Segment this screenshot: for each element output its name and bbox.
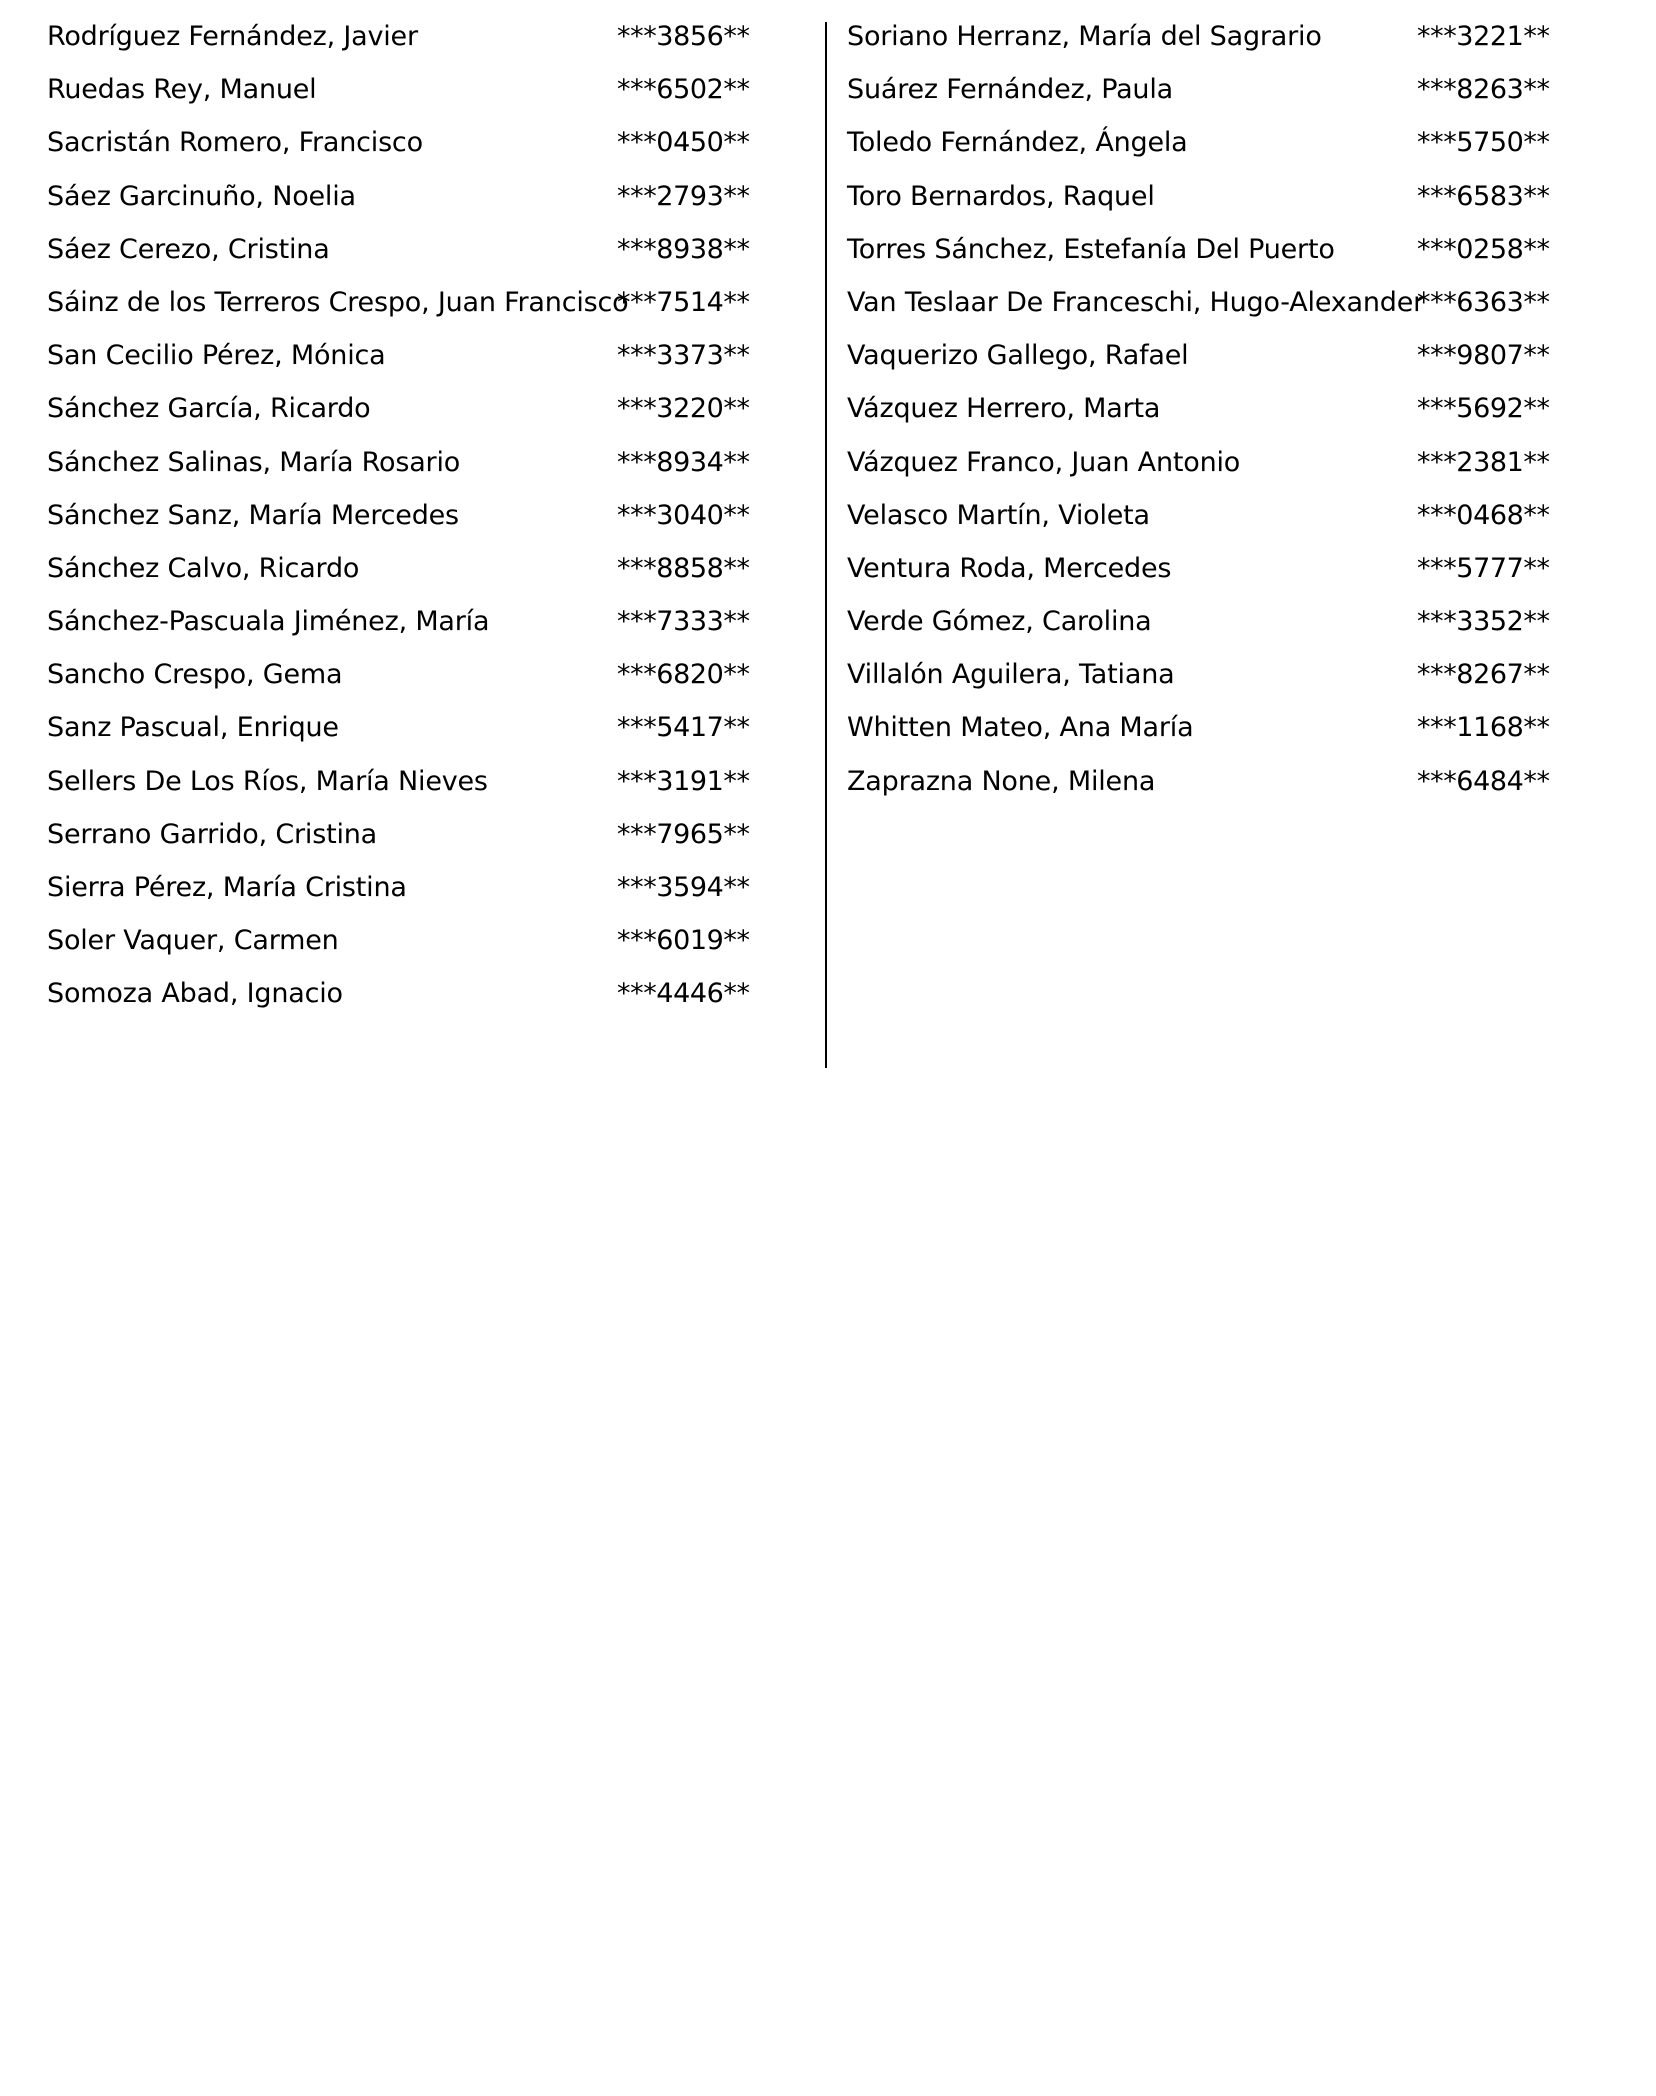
masked-id-number: ***8938** (617, 233, 750, 265)
name-list-left-column (47, 17, 750, 1028)
masked-id-number: ***3221** (1417, 21, 1550, 52)
masked-id-number: ***6502** (617, 74, 750, 106)
list-item (847, 602, 1567, 655)
masked-id-number: ***3191** (617, 765, 750, 797)
list-item (47, 655, 750, 708)
masked-id-number: ***4446** (617, 978, 750, 1010)
person-name: Sierra Pérez, María Cristina (47, 872, 407, 903)
list-item (847, 762, 1567, 815)
masked-id-number: ***0468** (1417, 499, 1550, 531)
masked-id-number: ***3373** (617, 340, 750, 372)
list-item (847, 655, 1567, 708)
list-item (47, 762, 750, 815)
person-name: Sánchez Sanz, María Mercedes (47, 499, 459, 531)
person-name: Sáez Garcinuño, Noelia (47, 180, 356, 212)
person-name: Sancho Crespo, Gema (47, 659, 343, 691)
list-item (47, 708, 750, 761)
person-name: Van Teslaar De Franceschi, Hugo-Alexander (847, 286, 1425, 318)
person-name: Sánchez Salinas, María Rosario (47, 446, 461, 478)
masked-id-number: ***7514** (617, 286, 750, 318)
list-item (47, 921, 750, 974)
masked-id-number: ***2793** (617, 180, 750, 212)
list-item (47, 974, 750, 1027)
list-item (847, 230, 1567, 283)
person-name: Somoza Abad, Ignacio (47, 978, 343, 1010)
person-name: Vaquerizo Gallego, Rafael (847, 340, 1189, 372)
list-item (47, 549, 750, 602)
list-item (47, 283, 750, 336)
person-name: San Cecilio Pérez, Mónica (47, 340, 386, 372)
list-item (847, 336, 1567, 389)
masked-id-number: ***3040** (617, 499, 750, 531)
list-item (847, 17, 1567, 70)
list-item (47, 17, 750, 70)
list-item (47, 123, 750, 176)
person-name: Serrano Garrido, Cristina (47, 818, 378, 850)
masked-id-number: ***8934** (617, 446, 750, 478)
masked-id-number: ***6820** (617, 659, 750, 691)
column-divider (825, 22, 827, 1068)
list-item (847, 123, 1567, 176)
person-name: Sánchez García, Ricardo (47, 393, 371, 425)
person-name: Sanz Pascual, Enrique (47, 712, 339, 744)
person-name: Sellers De Los Ríos, María Nieves (47, 765, 488, 797)
masked-id-number: ***5750** (1417, 127, 1550, 159)
list-item (847, 177, 1567, 230)
masked-id-number: ***8858** (617, 552, 750, 584)
list-item (47, 389, 750, 442)
person-name: Toledo Fernández, Ángela (847, 127, 1188, 159)
masked-id-number: ***3594** (617, 872, 750, 903)
list-item (47, 70, 750, 123)
masked-id-number: ***0450** (617, 127, 750, 159)
person-name: Toro Bernardos, Raquel (847, 180, 1155, 212)
list-item (47, 815, 750, 868)
masked-id-number: ***5692** (1417, 393, 1550, 425)
list-item (847, 549, 1567, 602)
person-name: Sánchez-Pascuala Jiménez, María (47, 606, 490, 638)
masked-id-number: ***0258** (1417, 233, 1550, 265)
person-name: Ruedas Rey, Manuel (47, 74, 317, 106)
masked-id-number: ***7965** (617, 818, 750, 850)
list-item (47, 336, 750, 389)
masked-id-number: ***1168** (1417, 712, 1550, 744)
masked-id-number: ***5417** (617, 712, 750, 744)
list-item (47, 496, 750, 549)
person-name: Suárez Fernández, Paula (847, 74, 1173, 106)
person-name: Sacristán Romero, Francisco (47, 127, 423, 159)
person-name: Zaprazna None, Milena (847, 765, 1156, 797)
list-item (847, 443, 1567, 496)
masked-id-number: ***6363** (1417, 286, 1550, 318)
person-name: Soriano Herranz, María del Sagrario (847, 21, 1322, 52)
masked-id-number: ***7333** (617, 606, 750, 638)
person-name: Vázquez Franco, Juan Antonio (847, 446, 1241, 478)
list-item (47, 602, 750, 655)
person-name: Sáinz de los Terreros Crespo, Juan Francisco (47, 286, 629, 318)
person-name: Whitten Mateo, Ana María (847, 712, 1194, 744)
person-name: Verde Gómez, Carolina (847, 606, 1152, 638)
masked-id-number: ***5777** (1417, 552, 1550, 584)
list-item (847, 708, 1567, 761)
person-name: Villalón Aguilera, Tatiana (847, 659, 1175, 691)
person-name: Velasco Martín, Violeta (847, 499, 1150, 531)
masked-id-number: ***8267** (1417, 659, 1550, 691)
person-name: Sánchez Calvo, Ricardo (47, 552, 360, 584)
masked-id-number: ***6484** (1417, 765, 1550, 797)
masked-id-number: ***9807** (1417, 340, 1550, 372)
list-item (47, 230, 750, 283)
masked-id-number: ***3856** (617, 21, 750, 52)
list-item (847, 496, 1567, 549)
list-item (847, 283, 1567, 336)
list-item (847, 389, 1567, 442)
masked-id-number: ***8263** (1417, 74, 1550, 106)
person-name: Soler Vaquer, Carmen (47, 925, 339, 957)
masked-id-number: ***6019** (617, 925, 750, 957)
person-name: Torres Sánchez, Estefanía Del Puerto (847, 233, 1335, 265)
name-list-right-column (847, 17, 1567, 815)
person-name: Ventura Roda, Mercedes (847, 552, 1172, 584)
person-name: Vázquez Herrero, Marta (847, 393, 1161, 425)
masked-id-number: ***3352** (1417, 606, 1550, 638)
person-name: Rodríguez Fernández, Javier (47, 21, 418, 52)
person-name: Sáez Cerezo, Cristina (47, 233, 330, 265)
masked-id-number: ***6583** (1417, 180, 1550, 212)
list-item (47, 868, 750, 921)
list-item (847, 70, 1567, 123)
masked-id-number: ***3220** (617, 393, 750, 425)
list-item (47, 443, 750, 496)
list-item (47, 177, 750, 230)
masked-id-number: ***2381** (1417, 446, 1550, 478)
